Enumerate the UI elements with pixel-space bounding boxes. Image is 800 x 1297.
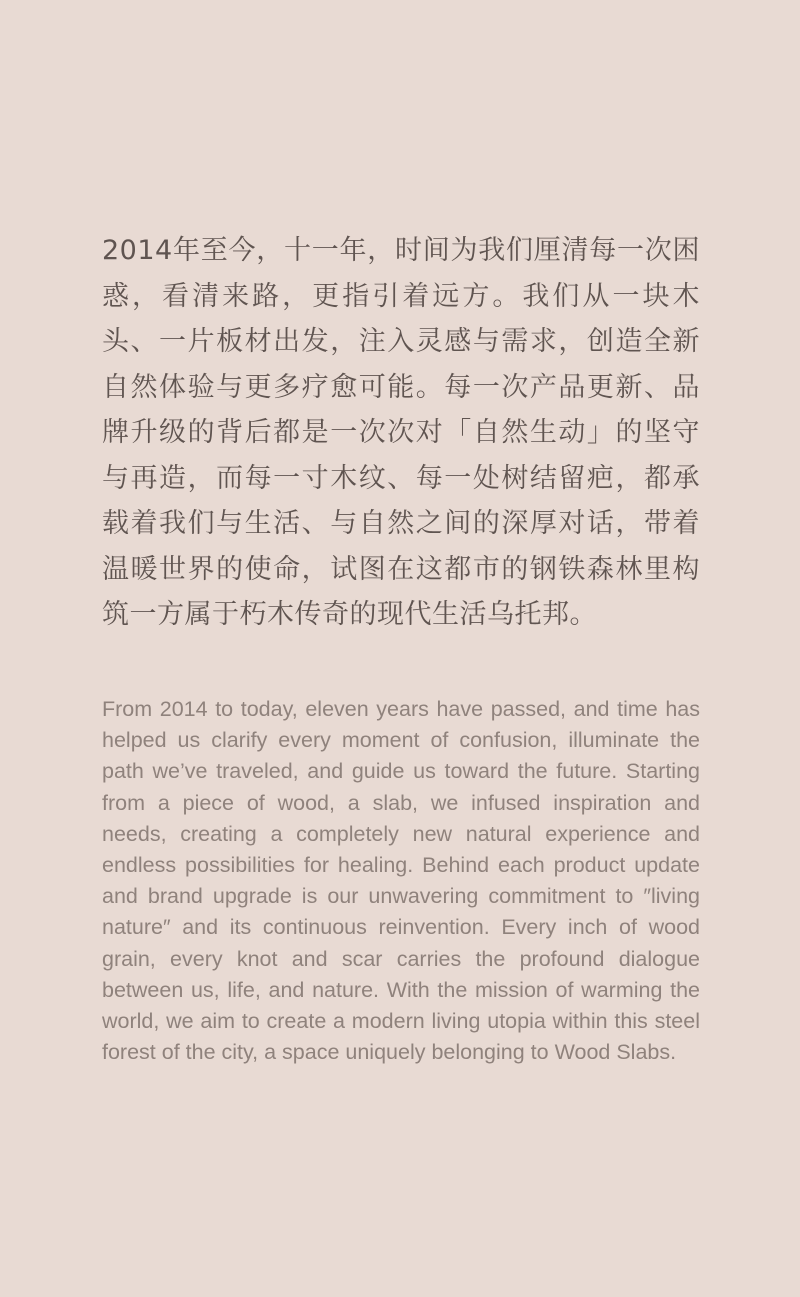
chinese-story-paragraph: 2014年至今，十一年，时间为我们厘清每一次困惑，看清来路，更指引着远方。我们从一块木头、一片板材出发，注入灵感与需求，创造全新自然体验与更多疗愈可能。每一次产品更新、品牌升级的背后都是一次次对「自然生动」的坚守与再造，而每一寸木纹、每一处树结留疤，都承载着我们与生活、与自然之间的深厚对话，带着温暖世界的使命，试图在这都市的钢铁森林里构筑一方属于朽木传奇的现代生活乌托邦。 bbox=[102, 235, 700, 630]
english-story-paragraph: From 2014 to today, eleven years have passed, and time has helped us clarify every moment of confusion, illuminate the path we’ve traveled, and guide us toward the future. Starting from a piece of wood, a slab, we infused inspiration and needs, creating a completely new natural experience and endless possibilities for healing. Behind each product update and brand upgrade is our unwavering commitment to ″living nature″ and its continuous reinvention. Every inch of wood grain, every knot and scar carries the profound dialogue between us, life, and nature. With the mission of warming the world, we aim to create a modern living utopia within this steel forest of the city, a space uniquely belonging to Wood Slabs. bbox=[102, 697, 700, 1065]
